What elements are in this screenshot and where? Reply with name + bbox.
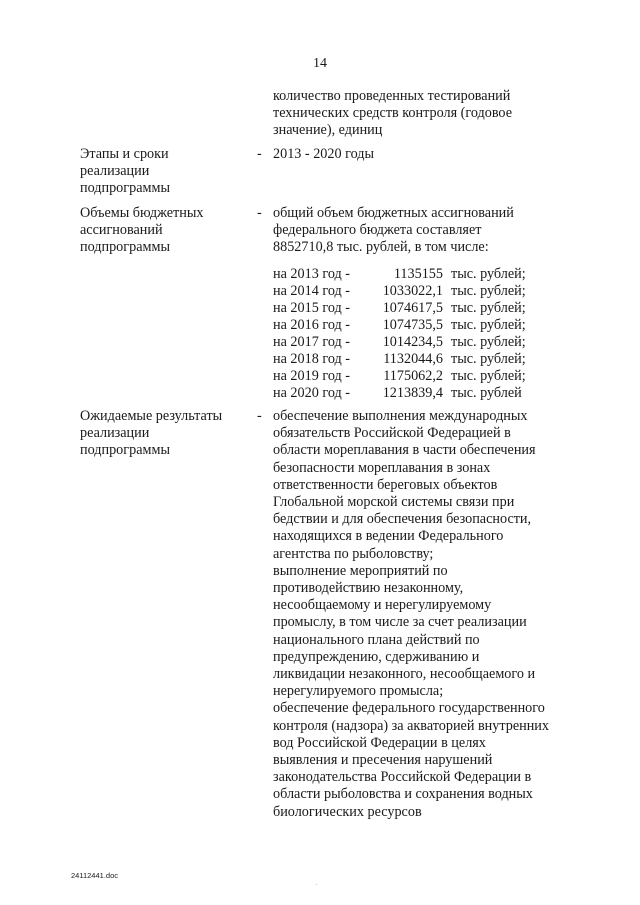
text-line: обеспечение выполнения международных bbox=[273, 408, 528, 424]
text-line: области рыболовства и сохранения водных bbox=[273, 786, 533, 803]
text-line: обеспечение федерального государственного bbox=[273, 700, 545, 717]
text-line: промыслу, в том числе за счет реализации bbox=[273, 614, 527, 631]
text-line: федерального бюджета составляет bbox=[273, 222, 482, 239]
stages-label bbox=[80, 146, 255, 198]
label-line: реализации bbox=[80, 425, 150, 442]
budget-intro bbox=[273, 205, 593, 257]
results-dash: - bbox=[257, 408, 262, 424]
text-line: ликвидации незаконного, несообщаемого и bbox=[273, 666, 536, 683]
budget-label bbox=[80, 205, 255, 257]
year-label: на 2017 год - bbox=[273, 334, 350, 350]
text-line: ответственности береговых объектов bbox=[273, 476, 498, 493]
footer-mark: . bbox=[316, 881, 318, 887]
document-id: 24112441.doc bbox=[71, 871, 118, 880]
text-line: нерегулируемого промысла; bbox=[273, 683, 444, 700]
year-label: на 2020 год - bbox=[273, 385, 350, 401]
label-line: Ожидаемые результаты bbox=[80, 408, 223, 424]
stages-dash: - bbox=[257, 146, 262, 162]
year-amount: 1175062,2 bbox=[383, 368, 443, 384]
year-unit: тыс. рублей; bbox=[451, 283, 526, 299]
text-line: количество проведенных тестирований bbox=[273, 88, 511, 104]
year-amount: 1132044,6 bbox=[383, 351, 443, 367]
year-unit: тыс. рублей bbox=[451, 385, 522, 401]
text-line: общий объем бюджетных ассигнований bbox=[273, 205, 514, 221]
label-line: реализации bbox=[80, 163, 150, 180]
year-label: на 2018 год - bbox=[273, 351, 350, 367]
label-line: подпрограммы bbox=[80, 180, 170, 197]
text-line: национального плана действий по bbox=[273, 631, 480, 648]
text-line: выполнение мероприятий по bbox=[273, 562, 448, 579]
year-amount: 1033022,1 bbox=[382, 283, 443, 299]
year-label: на 2013 год - bbox=[273, 266, 350, 282]
text-line: значение), единиц bbox=[273, 122, 383, 139]
year-label: на 2015 год - bbox=[273, 300, 350, 316]
label-line: Объемы бюджетных bbox=[80, 205, 204, 221]
results-label bbox=[80, 408, 255, 460]
year-unit: тыс. рублей; bbox=[451, 334, 526, 350]
year-amount: 1074617,5 bbox=[382, 300, 443, 316]
text-line: противодействию незаконному, bbox=[273, 580, 464, 597]
text-line: выявления и пресечения нарушений bbox=[273, 752, 493, 769]
text-line: 2013 - 2020 годы bbox=[273, 146, 375, 162]
stages-value bbox=[273, 146, 593, 163]
budget-dash: - bbox=[257, 205, 262, 221]
year-amount: 1014234,5 bbox=[382, 334, 443, 350]
label-line: подпрограммы bbox=[80, 239, 170, 256]
year-amount: 1213839,4 bbox=[382, 385, 443, 401]
year-amount: 1074735,5 bbox=[382, 317, 443, 333]
text-line: 8852710,8 тыс. рублей, в том числе: bbox=[273, 239, 489, 256]
text-line: находящихся в ведении Федерального bbox=[273, 528, 504, 545]
continuation-text bbox=[273, 88, 593, 140]
text-line: вод Российской Федерации в целях bbox=[273, 734, 486, 751]
label-line: ассигнований bbox=[80, 222, 163, 239]
text-line: несообщаемому и нерегулируемому bbox=[273, 597, 492, 614]
year-label: на 2019 год - bbox=[273, 368, 350, 384]
text-line: технических средств контроля (годовое bbox=[273, 105, 512, 122]
text-line: бедствии и для обеспечения безопасности, bbox=[273, 511, 532, 528]
year-amount: 1135155 bbox=[393, 266, 443, 282]
text-line: агентства по рыболовству; bbox=[273, 545, 434, 562]
text-line: биологических ресурсов bbox=[273, 803, 422, 820]
year-unit: тыс. рублей; bbox=[451, 317, 526, 333]
text-line: законодательства Российской Федерации в bbox=[273, 769, 532, 786]
text-line: предупреждению, сдерживанию и bbox=[273, 648, 480, 665]
text-line: Глобальной морской системы связи при bbox=[273, 494, 515, 511]
label-line: Этапы и сроки bbox=[80, 146, 169, 162]
year-label: на 2016 год - bbox=[273, 317, 350, 333]
page-number: 14 bbox=[313, 56, 327, 71]
text-line: контроля (надзора) за акваторией внутренних bbox=[273, 717, 549, 734]
year-unit: тыс. рублей; bbox=[451, 300, 526, 316]
text-line: области мореплавания в части обеспечения bbox=[273, 442, 536, 459]
text-line: безопасности мореплавания в зонах bbox=[273, 459, 491, 476]
year-unit: тыс. рублей; bbox=[451, 266, 526, 282]
results-text bbox=[273, 408, 593, 821]
text-line: обязательств Российской Федерацией в bbox=[273, 425, 511, 442]
year-label: на 2014 год - bbox=[273, 283, 350, 299]
year-unit: тыс. рублей; bbox=[451, 368, 526, 384]
label-line: подпрограммы bbox=[80, 442, 170, 459]
year-unit: тыс. рублей; bbox=[451, 351, 526, 367]
